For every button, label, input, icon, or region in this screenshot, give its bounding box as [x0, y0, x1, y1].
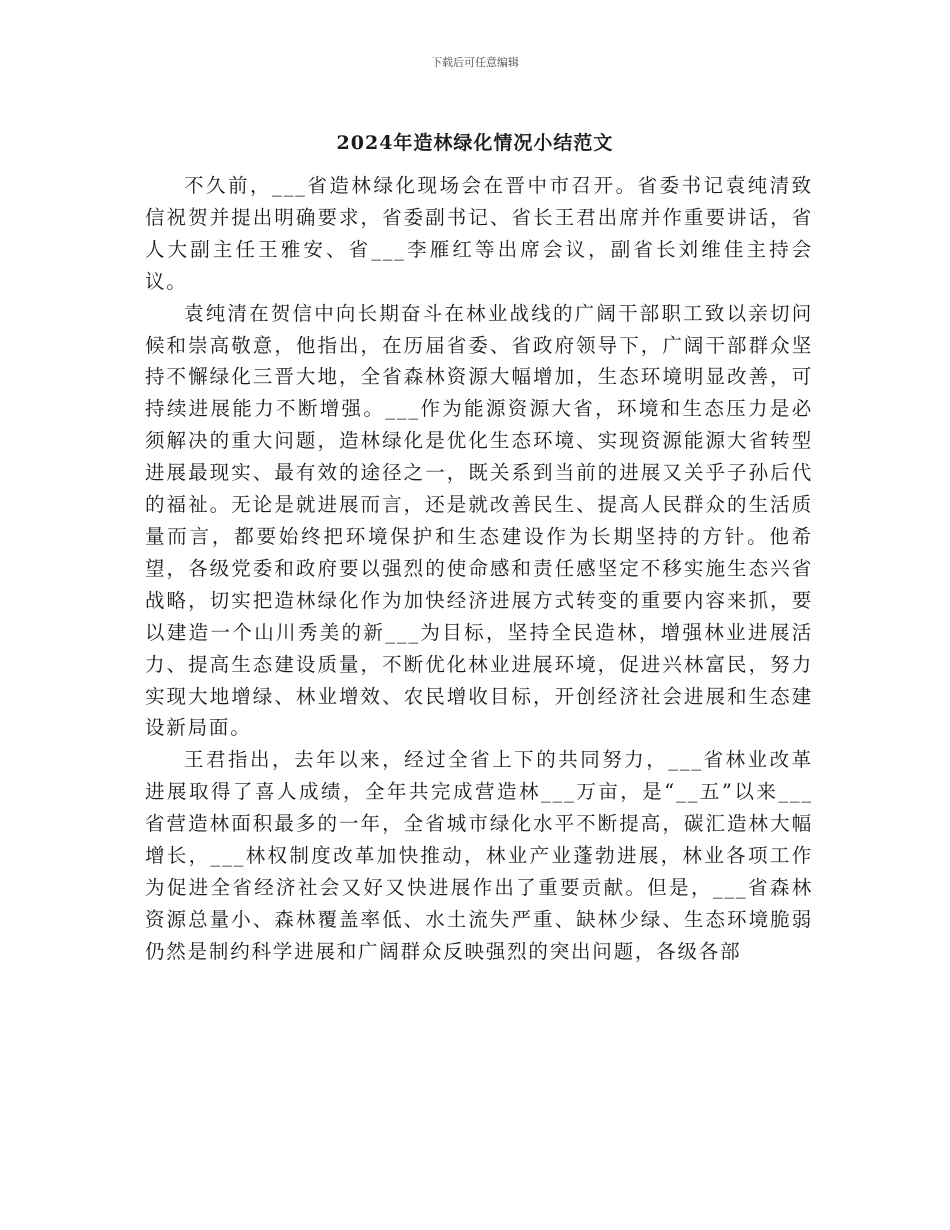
header-note: 下载后可任意编辑: [431, 56, 519, 69]
document-body: [145, 170, 813, 968]
paragraph-1: 不久前，___省造林绿化现场会在晋中市召开。省委书记袁纯清致信祝贺并提出明确要求，省委副书记、省长王君出席并作重要讲话，省人大副主任王雅安、省___李雁红等出席会议，副省长刘维佳主持会议。: [145, 174, 813, 293]
paragraph-2: 袁纯清在贺信中向长期奋斗在林业战线的广阔干部职工致以亲切问候和崇高敬意，他指出，在历届省委、省政府领导下，广阔干部群众坚持不懈绿化三晋大地，全省森林资源大幅增加，生态环境明显改善，可持续进展能力不断增强。___作为能源资源大省，环境和生态压力是必须解决的重大问题，造林绿化是优化生态环境、实现资源能源大省转型进展最现实、最有效的途径之一，既关系到当前的进展又关乎子孙后代的福祉。无论是就进展而言，还是就改善民生、提高人民群众的生活质量而言，都要始终把环境保护和生态建设作为长期坚持的方针。他希望，各级党委和政府要以强烈的使命感和责任感坚定不移实施生态兴省战略，切实把造林绿化作为加快经济进展方式转变的重要内容来抓，要以建造一个山川秀美的新___为目标，坚持全民造林，增强林业进展活力、提高生态建设质量，不断优化林业进展环境，促进兴林富民，努力实现大地增绿、林业增效、农民增收目标，开创经济社会进展和生态建设新局面。: [145, 301, 813, 740]
paragraph-3: 王君指出，去年以来，经过全省上下的共同努力，___省林业改革进展取得了喜人成绩，全年共完成营造林___万亩，是“__五”以来___省营造林面积最多的一年，全省城市绿化水平不断提高，碳汇造林大幅增长，___林权制度改革加快推动，林业产业蓬勃进展，林业各项工作为促进全省经济社会又好又快进展作出了重要贡献。但是，___省森林资源总量小、森林覆盖率低、水土流失严重、缺林少绿、生态环境脆弱仍然是制约科学进展和广阔群众反映强烈的突出问题，各级各部: [145, 748, 813, 963]
document-title: 2024年造林绿化情况小结范文: [336, 132, 614, 154]
